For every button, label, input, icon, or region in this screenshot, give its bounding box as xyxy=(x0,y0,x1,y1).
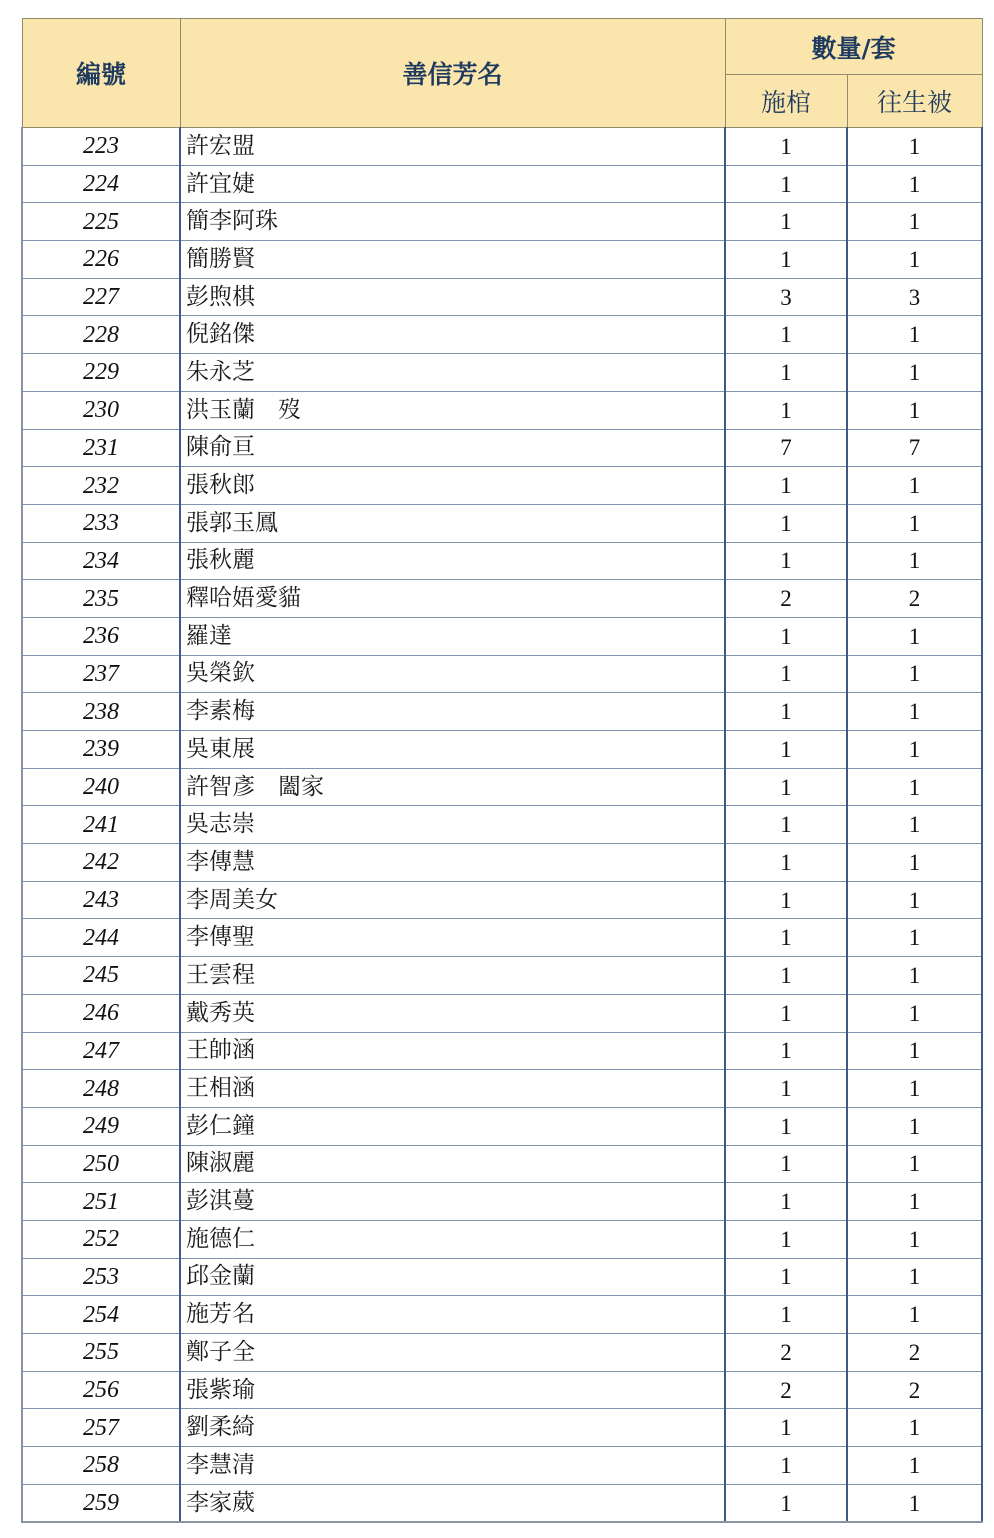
quilt-quantity-cell: 3 xyxy=(847,278,982,316)
header-quantity-group: 數量/套 xyxy=(725,19,982,75)
row-number-cell: 246 xyxy=(22,994,180,1032)
table-row xyxy=(22,1334,982,1372)
donor-name-cell: 洪玉蘭 歿 xyxy=(180,391,725,429)
donor-name-cell: 許宜婕 xyxy=(180,165,725,203)
header-number: 編號 xyxy=(22,19,180,128)
row-number-cell: 245 xyxy=(22,957,180,995)
donor-name-cell: 羅達 xyxy=(180,617,725,655)
row-number-cell: 236 xyxy=(22,617,180,655)
donor-name-cell: 李家葳 xyxy=(180,1484,725,1522)
table-row xyxy=(22,354,982,392)
row-number-cell: 242 xyxy=(22,844,180,882)
table-row xyxy=(22,1145,982,1183)
donor-name-cell: 彭淇蔓 xyxy=(180,1183,725,1221)
coffin-quantity-cell: 1 xyxy=(725,1070,847,1108)
quilt-quantity-cell: 1 xyxy=(847,655,982,693)
quilt-quantity-cell: 7 xyxy=(847,429,982,467)
donor-name-cell: 許宏盟 xyxy=(180,128,725,166)
coffin-quantity-cell: 2 xyxy=(725,1371,847,1409)
coffin-quantity-cell: 1 xyxy=(725,128,847,166)
donor-name-cell: 許智彥 闔家 xyxy=(180,768,725,806)
quilt-quantity-cell: 1 xyxy=(847,1183,982,1221)
donor-name-cell: 釋哈娪愛貓 xyxy=(180,580,725,618)
table-row xyxy=(22,467,982,505)
table-row xyxy=(22,1070,982,1108)
table-row xyxy=(22,655,982,693)
row-number-cell: 258 xyxy=(22,1447,180,1485)
quilt-quantity-cell: 1 xyxy=(847,919,982,957)
quilt-quantity-cell: 1 xyxy=(847,994,982,1032)
coffin-quantity-cell: 1 xyxy=(725,1296,847,1334)
row-number-cell: 229 xyxy=(22,354,180,392)
coffin-quantity-cell: 1 xyxy=(725,316,847,354)
table-row xyxy=(22,1296,982,1334)
row-number-cell: 252 xyxy=(22,1220,180,1258)
donor-name-cell: 戴秀英 xyxy=(180,994,725,1032)
coffin-quantity-cell: 7 xyxy=(725,429,847,467)
table-header xyxy=(22,19,982,128)
table-row xyxy=(22,1447,982,1485)
header-coffin: 施棺 xyxy=(725,75,847,128)
quilt-quantity-cell: 1 xyxy=(847,241,982,279)
coffin-quantity-cell: 1 xyxy=(725,542,847,580)
row-number-cell: 228 xyxy=(22,316,180,354)
quilt-quantity-cell: 1 xyxy=(847,542,982,580)
coffin-quantity-cell: 1 xyxy=(725,1183,847,1221)
coffin-quantity-cell: 1 xyxy=(725,844,847,882)
table-row xyxy=(22,844,982,882)
row-number-cell: 227 xyxy=(22,278,180,316)
table-row xyxy=(22,1107,982,1145)
row-number-cell: 254 xyxy=(22,1296,180,1334)
donor-name-cell: 張秋麗 xyxy=(180,542,725,580)
coffin-quantity-cell: 1 xyxy=(725,693,847,731)
row-number-cell: 235 xyxy=(22,580,180,618)
row-number-cell: 232 xyxy=(22,467,180,505)
table-row xyxy=(22,165,982,203)
quilt-quantity-cell: 2 xyxy=(847,1334,982,1372)
row-number-cell: 248 xyxy=(22,1070,180,1108)
quilt-quantity-cell: 1 xyxy=(847,957,982,995)
quilt-quantity-cell: 1 xyxy=(847,693,982,731)
donor-name-cell: 張郭玉鳳 xyxy=(180,504,725,542)
table-row xyxy=(22,580,982,618)
coffin-quantity-cell: 1 xyxy=(725,881,847,919)
coffin-quantity-cell: 1 xyxy=(725,165,847,203)
row-number-cell: 250 xyxy=(22,1145,180,1183)
quilt-quantity-cell: 1 xyxy=(847,165,982,203)
coffin-quantity-cell: 2 xyxy=(725,1334,847,1372)
coffin-quantity-cell: 1 xyxy=(725,241,847,279)
coffin-quantity-cell: 1 xyxy=(725,1484,847,1522)
table-row xyxy=(22,994,982,1032)
quilt-quantity-cell: 2 xyxy=(847,1371,982,1409)
table-row xyxy=(22,731,982,769)
row-number-cell: 256 xyxy=(22,1371,180,1409)
donor-name-cell: 簡勝賢 xyxy=(180,241,725,279)
donor-name-cell: 王相涵 xyxy=(180,1070,725,1108)
row-number-cell: 238 xyxy=(22,693,180,731)
table-row xyxy=(22,1371,982,1409)
quilt-quantity-cell: 1 xyxy=(847,617,982,655)
row-number-cell: 233 xyxy=(22,504,180,542)
row-number-cell: 253 xyxy=(22,1258,180,1296)
table-row xyxy=(22,241,982,279)
table-row xyxy=(22,128,982,166)
row-number-cell: 240 xyxy=(22,768,180,806)
donor-name-cell: 施芳名 xyxy=(180,1296,725,1334)
table-row xyxy=(22,203,982,241)
coffin-quantity-cell: 1 xyxy=(725,1220,847,1258)
quilt-quantity-cell: 1 xyxy=(847,1258,982,1296)
quilt-quantity-cell: 1 xyxy=(847,1070,982,1108)
coffin-quantity-cell: 1 xyxy=(725,354,847,392)
quilt-quantity-cell: 2 xyxy=(847,580,982,618)
row-number-cell: 244 xyxy=(22,919,180,957)
coffin-quantity-cell: 1 xyxy=(725,467,847,505)
quilt-quantity-cell: 1 xyxy=(847,844,982,882)
quilt-quantity-cell: 1 xyxy=(847,768,982,806)
quilt-quantity-cell: 1 xyxy=(847,391,982,429)
table-row xyxy=(22,278,982,316)
table-row xyxy=(22,617,982,655)
quilt-quantity-cell: 1 xyxy=(847,1145,982,1183)
donor-name-cell: 陳淑麗 xyxy=(180,1145,725,1183)
donor-list-table xyxy=(21,18,983,1523)
donor-name-cell: 倪銘傑 xyxy=(180,316,725,354)
coffin-quantity-cell: 1 xyxy=(725,504,847,542)
quilt-quantity-cell: 1 xyxy=(847,806,982,844)
donor-name-cell: 李傳聖 xyxy=(180,919,725,957)
row-number-cell: 259 xyxy=(22,1484,180,1522)
quilt-quantity-cell: 1 xyxy=(847,1220,982,1258)
donor-name-cell: 吳東展 xyxy=(180,731,725,769)
table-row xyxy=(22,1032,982,1070)
header-burial-quilt: 往生被 xyxy=(847,75,982,128)
table-row xyxy=(22,1484,982,1522)
donor-name-cell: 張秋郎 xyxy=(180,467,725,505)
donor-name-cell: 王雲程 xyxy=(180,957,725,995)
donor-name-cell: 施德仁 xyxy=(180,1220,725,1258)
quilt-quantity-cell: 1 xyxy=(847,128,982,166)
table-row xyxy=(22,542,982,580)
coffin-quantity-cell: 1 xyxy=(725,768,847,806)
row-number-cell: 239 xyxy=(22,731,180,769)
coffin-quantity-cell: 1 xyxy=(725,1145,847,1183)
quilt-quantity-cell: 1 xyxy=(847,881,982,919)
donor-name-cell: 陳俞亘 xyxy=(180,429,725,467)
coffin-quantity-cell: 1 xyxy=(725,1258,847,1296)
donor-name-cell: 鄭子全 xyxy=(180,1334,725,1372)
table-row xyxy=(22,1258,982,1296)
donor-name-cell: 簡李阿珠 xyxy=(180,203,725,241)
coffin-quantity-cell: 1 xyxy=(725,919,847,957)
quilt-quantity-cell: 1 xyxy=(847,1296,982,1334)
table-row xyxy=(22,919,982,957)
quilt-quantity-cell: 1 xyxy=(847,354,982,392)
donor-name-cell: 李周美女 xyxy=(180,881,725,919)
row-number-cell: 255 xyxy=(22,1334,180,1372)
header-donor-name: 善信芳名 xyxy=(180,19,725,128)
row-number-cell: 224 xyxy=(22,165,180,203)
donor-name-cell: 王帥涵 xyxy=(180,1032,725,1070)
table-row xyxy=(22,316,982,354)
donation-table-sheet xyxy=(21,18,981,1523)
coffin-quantity-cell: 1 xyxy=(725,203,847,241)
coffin-quantity-cell: 1 xyxy=(725,994,847,1032)
table-row xyxy=(22,768,982,806)
coffin-quantity-cell: 1 xyxy=(725,1032,847,1070)
table-row xyxy=(22,806,982,844)
row-number-cell: 247 xyxy=(22,1032,180,1070)
coffin-quantity-cell: 1 xyxy=(725,655,847,693)
donor-name-cell: 吳榮欽 xyxy=(180,655,725,693)
row-number-cell: 243 xyxy=(22,881,180,919)
quilt-quantity-cell: 1 xyxy=(847,504,982,542)
row-number-cell: 226 xyxy=(22,241,180,279)
table-row xyxy=(22,1220,982,1258)
row-number-cell: 241 xyxy=(22,806,180,844)
coffin-quantity-cell: 1 xyxy=(725,731,847,769)
row-number-cell: 234 xyxy=(22,542,180,580)
table-row xyxy=(22,391,982,429)
donor-name-cell: 張紫瑜 xyxy=(180,1371,725,1409)
table-row xyxy=(22,504,982,542)
row-number-cell: 225 xyxy=(22,203,180,241)
quilt-quantity-cell: 1 xyxy=(847,1447,982,1485)
donor-name-cell: 李素梅 xyxy=(180,693,725,731)
row-number-cell: 230 xyxy=(22,391,180,429)
quilt-quantity-cell: 1 xyxy=(847,467,982,505)
row-number-cell: 251 xyxy=(22,1183,180,1221)
coffin-quantity-cell: 1 xyxy=(725,806,847,844)
coffin-quantity-cell: 1 xyxy=(725,1107,847,1145)
coffin-quantity-cell: 1 xyxy=(725,957,847,995)
table-row xyxy=(22,957,982,995)
donor-name-cell: 彭煦棋 xyxy=(180,278,725,316)
coffin-quantity-cell: 1 xyxy=(725,1447,847,1485)
row-number-cell: 223 xyxy=(22,128,180,166)
table-row xyxy=(22,693,982,731)
donor-name-cell: 吳志崇 xyxy=(180,806,725,844)
quilt-quantity-cell: 1 xyxy=(847,1032,982,1070)
coffin-quantity-cell: 1 xyxy=(725,391,847,429)
quilt-quantity-cell: 1 xyxy=(847,316,982,354)
donor-name-cell: 朱永芝 xyxy=(180,354,725,392)
quilt-quantity-cell: 1 xyxy=(847,1484,982,1522)
donor-name-cell: 邱金蘭 xyxy=(180,1258,725,1296)
donor-name-cell: 李慧清 xyxy=(180,1447,725,1485)
coffin-quantity-cell: 1 xyxy=(725,617,847,655)
coffin-quantity-cell: 1 xyxy=(725,1409,847,1447)
quilt-quantity-cell: 1 xyxy=(847,203,982,241)
row-number-cell: 257 xyxy=(22,1409,180,1447)
table-row xyxy=(22,1183,982,1221)
row-number-cell: 231 xyxy=(22,429,180,467)
coffin-quantity-cell: 2 xyxy=(725,580,847,618)
quilt-quantity-cell: 1 xyxy=(847,1409,982,1447)
donor-name-cell: 彭仁鐘 xyxy=(180,1107,725,1145)
donor-name-cell: 劉柔綺 xyxy=(180,1409,725,1447)
row-number-cell: 237 xyxy=(22,655,180,693)
table-row xyxy=(22,429,982,467)
row-number-cell: 249 xyxy=(22,1107,180,1145)
donor-name-cell: 李傳慧 xyxy=(180,844,725,882)
quilt-quantity-cell: 1 xyxy=(847,1107,982,1145)
table-row xyxy=(22,1409,982,1447)
coffin-quantity-cell: 3 xyxy=(725,278,847,316)
quilt-quantity-cell: 1 xyxy=(847,731,982,769)
table-body xyxy=(22,128,982,1523)
table-row xyxy=(22,881,982,919)
